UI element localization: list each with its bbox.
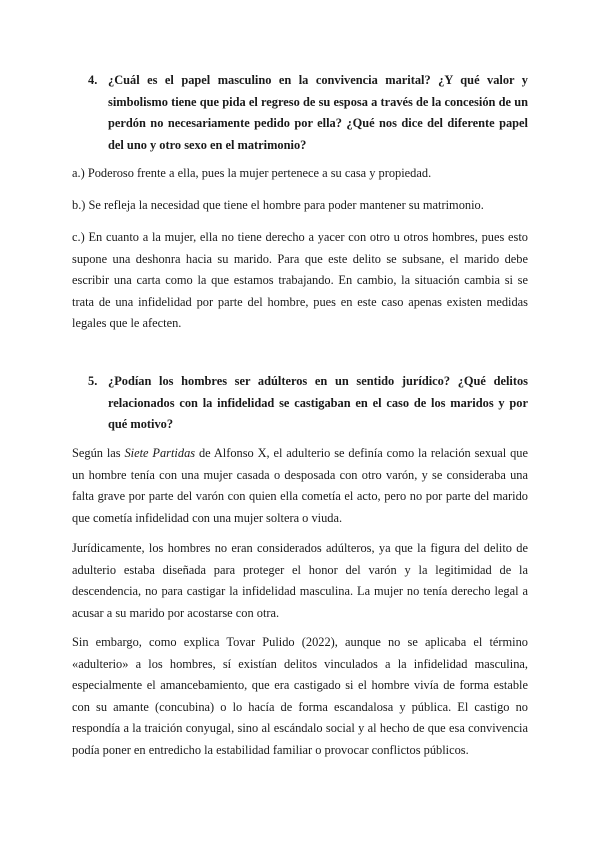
answer-b: b.) Se refleja la necesidad que tiene el hombre para poder mantener su matrimonio. xyxy=(72,198,484,212)
question-5 xyxy=(72,371,528,436)
paragraph-1-suffix: de Alfonso X, el adulterio se definía como la relación sexual que un hombre tenía con una mujer casada o desposada con otro varón, y se consideraba una falta grave por parte del varón con quien ella cometía el acto, pero no por parte del marido que cometía infidelidad con una mujer soltera o viuda. xyxy=(72,446,528,525)
answer-c: c.) En cuanto a la mujer, ella no tiene derecho a yacer con otro u otros hombres, pues esto supone una deshonra hacia su marido. Para que este delito se subsane, el marido debe escribir una carta como la que estamos trabajando. En cambio, la situación cambia si se trata de una infidelidad por parte del hombre, pues en este caso apenas existen medidas legales que le afecten. xyxy=(72,230,528,330)
question-4-number: 4. xyxy=(88,73,98,87)
question-4 xyxy=(72,70,528,156)
paragraph-1-italic: Siete Partidas xyxy=(124,446,196,460)
question-5-text: ¿Podían los hombres ser adúlteros en un sentido jurídico? ¿Qué delitos relacionados con la infidelidad se castigaban en el caso de los maridos y por qué motivo? xyxy=(108,374,528,431)
paragraph-2: Jurídicamente, los hombres no eran considerados adúlteros, ya que la figura del delito de adulterio estaba diseñada para proteger el honor del varón y la legitimidad de la descendencia, no para castigar la infidelidad masculina. La mujer no tenía derecho legal a acusar a su marido por acostarse con otra. xyxy=(72,541,528,620)
paragraph-3: Sin embargo, como explica Tovar Pulido (2022), aunque no se aplicaba el término «adulterio» a los hombres, sí existían delitos vinculados a la infidelidad masculina, especialmente el amancebamiento, que era castigado si el hombre vivía de forma estable con su amante (concubina) o lo hacía de forma escandalosa y pública. El castigo no respondía a la traición conyugal, sino al escándalo social y al hecho de que esa convivencia podía poner en entredicho la estabilidad familiar o provocar conflictos públicos. xyxy=(72,635,528,757)
paragraph-1-prefix: Según las xyxy=(72,446,125,460)
answer-a: a.) Poderoso frente a ella, pues la mujer pertenece a su casa y propiedad. xyxy=(72,166,432,180)
question-4-text: ¿Cuál es el papel masculino en la convivencia marital? ¿Y qué valor y simbolismo tiene que pida el regreso de su esposa a través de la concesión de un perdón no necesariamente pedido por ella? ¿Qué nos dice del diferente papel del uno y otro sexo en el matrimonio? xyxy=(108,73,528,152)
question-5-number: 5. xyxy=(88,374,98,388)
paragraph-1 xyxy=(72,443,528,529)
